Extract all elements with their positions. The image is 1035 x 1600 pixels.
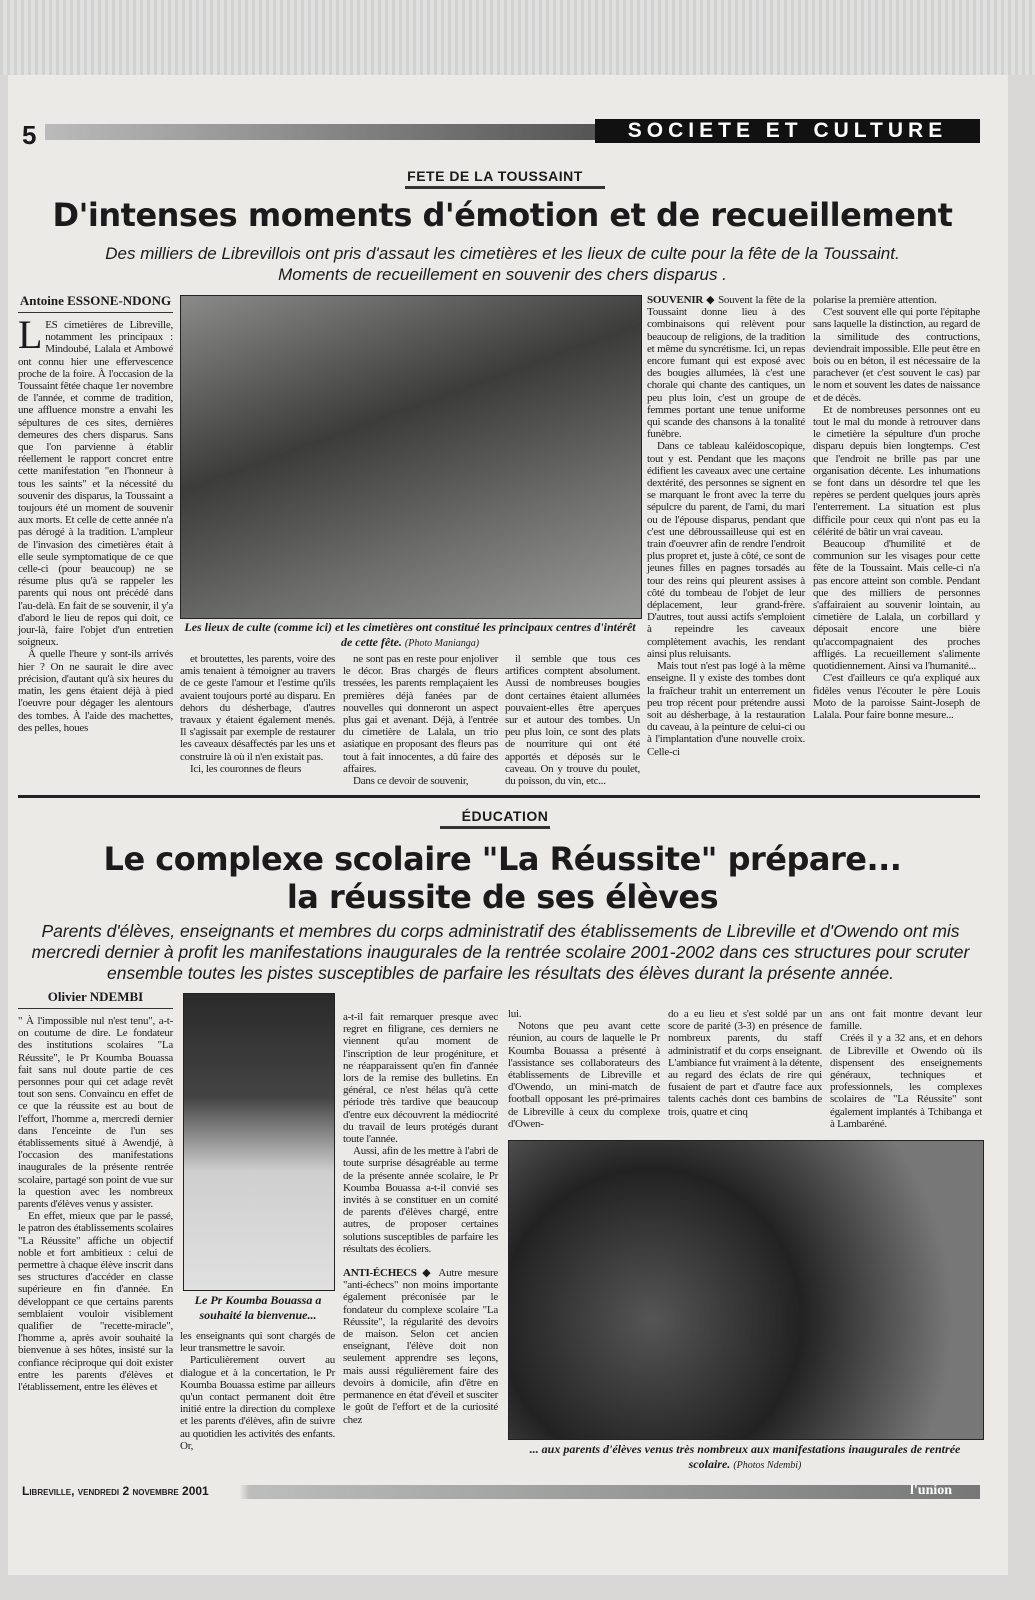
newspaper-logo: l'union	[910, 1483, 953, 1498]
paragraph: À quelle l'heure y sont-ils arrivés hier ? On ne saurait le dire avec précision, d'autant qu'à six heures du matin, les gens étaient déjà à pied l'oeuvre pour dégager les alentours des tombes. À l'aide des machettes, des pelles, houes	[18, 648, 173, 734]
article1-deck	[30, 243, 975, 285]
article2-headline: Le complexe scolaire "La Réussite" prépare... la réussite de ses élèves	[103, 840, 902, 916]
dateline: Libreville, vendredi 2 novembre 2001	[22, 1484, 209, 1498]
photo-credit: (Photo Manianga)	[404, 638, 480, 649]
paragraph: a-t-il fait remarquer presque avec regret en filigrane, ces derniers ne viennent qu'au moment de l'inscription de leur progéniture, et ne réapparaissent qu'en fin d'année lors de la remise des bulletins. En général, ce n'est hélas qu'à cette période très tardive que beaucoup d'entre eux découvrent la médiocrité du travail de leurs protégés durant toute l'année.	[343, 1011, 498, 1146]
article-divider	[18, 795, 980, 798]
paragraph: C'est souvent elle qui porte l'épitaphe sans laquelle la distinction, au regard de la similitude des contructions, deviendrait impossible. Elle peut être en bois ou en béton, il est nécessaire de la parachever (et c'est souvent le cas) par le nom et souvent les dates de naissance et de décès.	[813, 306, 980, 404]
paragraph: Notons que peu avant cette réunion, au cours de laquelle le Pr Koumba Bouassa a présenté à l'assistance ses collaborateurs des établissements de Libreville et d'Owendo, un mini-match de football opposant les pré-primaires de Libreville à ceux du complexe d'Owen-	[508, 1020, 660, 1130]
paragraph: Créés il y a 32 ans, et en dehors de Libreville et Owendo où ils dispensent des enseignements généraux, techniques et professionnels, les complexes scolaires de "La Réussite" sont également implantés à Tchibanga et à Lambaréné.	[830, 1032, 982, 1130]
paragraph: do a eu lieu et s'est soldé par un score de parité (3-3) en présence de nombreux parents, du staff administratif et du corps enseignant. L'ambiance fut vraiment à la détente, au regard des éclats de rire qui fusaient de part et d'autre face aux talents cachés dont ces bambins de trois, quatre et cinq	[668, 1008, 822, 1118]
paragraph: ne sont pas en reste pour enjoliver le décor. Bras chargés de fleurs tressées, les parents remplaçaient les premières déjà fanées par de nouvelles qui donneront un aspect plus gai et avenant. Déjà, à l'entrée du cimetière de Lalala, un trio asiatique en proposant des fleurs pas tout à fait innocentes, a dû faire des affaires.	[343, 653, 498, 775]
paragraph: " À l'impossible nul n'est tenu", a-t-on coutume de dire. Le fondateur des institutions scolaires "La Réussite", le Pr Koumba Bouassa fait sans nul doute partie de ces personnes pour qui cet adage revêt tout son sens. Convaincu en effet de ce que la réussite est au bout de l'effort, l'homme a, mercredi dernier dans l'enceinte de l'un ses établissements situé à Awendjé, à l'occasion des manifestations inaugurales de la présente rentrée scolaire, partagé son point de vue sur la question avec les nombreux parents d'élèves venus y assister.	[18, 1015, 173, 1211]
paragraph: Et de nombreuses personnes ont eu tout le mal du monde à retrouver dans le cimetière la sépulture d'un proche disparu depuis bien longtemps. C'est que l'endroit ne brille pas par une organisation décente. Les inhumations se font dans un désordre tel que les repères se perdent quelques jours après l'enterrement. La situation est plus difficile pour ceux qui n'ont pas eu la célérité de bâtir un vrai caveau.	[813, 403, 980, 538]
article2-photo2-caption: ... aux parents d'élèves venus très nombreux aux manifestations inaugurales de rentrée scolaire. (Photos Ndembi)	[529, 1442, 961, 1471]
article2-photo-koumba-bouassa	[183, 993, 335, 1291]
article2-column-4	[508, 1008, 660, 1130]
section-title: SOCIETE ET CULTURE	[595, 119, 980, 143]
article1-column-2	[180, 653, 335, 775]
paragraph: ans ont fait montre devant leur famille.	[830, 1008, 982, 1033]
paragraph: lui.	[508, 1008, 522, 1020]
paragraph: Beaucoup d'humilité et de communion sur les visages pour cette fête de la Toussaint. Mais celle-ci n'a pas encore atteint son comble. Pendant que des milliers de personnes s'affairaient au souvenir lointain, au cimetière de Lalala, un corbillard y déposait encore une bière qu'accompagnaient des proches affligés. La recueillement s'alimente quotidiennement. Ainsi va l'humanité...	[813, 538, 980, 673]
paragraph: les enseignants qui sont chargés de leur transmettre le savoir.	[180, 1330, 335, 1355]
deck-line: Des milliers de Librevillois ont pris d'assaut les cimetières et les lieux de culte pour la fête de la Toussaint.	[105, 244, 900, 263]
byline: Olivier NDEMBI	[18, 990, 173, 1009]
paragraph: SOUVENIR ◆ Souvent la fête de la Toussaint donne lieu à des combinaisons qui relèvent pour beaucoup de religions, de la tradition et même du syncrétisme. Ici, un repas encore fumant qui est exposé avec des bougies allumées, là c'est une chorale qui chante des cantiques, un peu plus loin, c'est un groupe de femmes portant une tenue uniforme qui scande des chansons à la tonalité funèbre.	[647, 294, 805, 441]
article1-column-5	[647, 294, 805, 758]
article1-photo-caption: Les lieux de culte (comme ici) et les cimetières ont constitué les principaux centres d'intérêt de cette fête. (Photo Manianga)	[184, 620, 636, 649]
article2-column-1	[18, 990, 173, 1393]
byline: Antoine ESSONE-NDONG	[18, 294, 173, 313]
article2-column-2	[180, 1330, 335, 1452]
article2-deck: Parents d'élèves, enseignants et membres du corps administratif des établissements de Libreville et d'Owendo ont mis mercredi dernier à profit les manifestations inaugurales de la rentrée scolaire 2001-2002 dans ces structures pour scruter ensemble toutes les pistes susceptibles de parfaire les résultats des élèves durant la présente année.	[31, 921, 970, 983]
kicker-underline	[440, 826, 550, 829]
article1-kicker: FETE DE LA TOUSSAINT	[407, 168, 583, 184]
drop-cap: L	[18, 312, 43, 357]
article2-column-5	[668, 1008, 822, 1118]
article2-photo1-caption: Le Pr Koumba Bouassa a souhaité la bienvenue...	[194, 1293, 322, 1322]
article2-kicker: ÉDUCATION	[461, 808, 549, 824]
scan-edge	[0, 0, 1035, 75]
article1-column-6	[813, 294, 980, 721]
paragraph: et broutettes, les parents, voire des amis tenaient à témoigner au travers de ce geste l'amour et l'estime qu'ils avaient toujours porté au disparu. En dehors du désherbage, d'autres travaux y étaient également menés. Il s'agissait par exemple de restaurer les caveaux désaffectés par les uns et construire là où il n'en existait pas.	[180, 653, 335, 763]
article2-photo-parents-audience	[508, 1140, 984, 1440]
paragraph: En effet, mieux que par le passé, le patron des établissements scolaires "La Réussite" affiche un objectif noble et fort ambitieux : celui de permettre à chaque élève inscrit dans ses structures d'accéder en classe supérieure en fin d'année. En développant ce que certains parents semblaient vouloir visiblement qualifier de "recette-miracle", l'homme a, après avoir souhaité la bienvenue à ses hôtes, insisté sur la confiance réciproque qui doit exister entre les parents d'élèves et l'établissement, entre les élèves et	[18, 1210, 173, 1394]
paragraph: Aussi, afin de les mettre à l'abri de toute surprise désagréable au terme de la présente année scolaire, le Pr Koumba Bouassa a-t-il convié ses invités à se constituer en un comité de parents d'élèves chargé, entre autres, de proposer certaines solutions susceptibles de parfaire les résultats des écoliers.	[343, 1145, 498, 1255]
paragraph: ANTI-ÉCHECS ◆ Autre mesure "anti-échecs" non moins importante également préconisée par le fondateur du complexe scolaire "La Réussite", la régularité des devoirs de maison. Selon cet ancien enseignant, l'élève doit non seulement apprendre ses leçons, mais aussi régulièrement faire des devoirs à domicile, afin d'être en permanence en état d'éveil et susciter le goût de l'effort et de la curiosité chez	[343, 1267, 498, 1426]
paragraph: Dans ce tableau kaléidoscopique, tout y est. Pendant que les maçons édifient les caveaux avec une certaine dextérité, des personnes se signent en se marquant le front avec la terre du sépulcre du parent, de l'ami, du mari ou de l'épouse disparus, pendant que c'est une débroussailleuse qui est en train d'oeuvrer afin de rendre l'endroit plus propret et, juste à côté, ce sont de jeunes filles en pagnes torsadés au tour des reins qui pleurent assises à côté du tombeau de l'objet de leur déplacement, leur grand-frère. D'autres, tout aussi actifs s'emploient à repeindre les caveaux complètement avachis, les rendant ainsi plus reluisants.	[647, 440, 805, 660]
article2-column-6	[830, 1008, 982, 1130]
page-number: 5	[22, 120, 37, 150]
subhead-anti-echecs: ANTI-ÉCHECS ◆	[343, 1267, 434, 1280]
paragraph: Dans ce devoir de souvenir,	[353, 775, 469, 788]
paragraph: il semble que tous ces artifices comptent absolument. Aussi de nombreuses bougies dont certaines étaient allumées pouvaient-elles être aperçues sur et autour des tombes. Un peu plus loin, ce sont des plats de nourriture qui ont été apportés et déposés sur le caveau. On y trouve du poulet, du poisson, du vin, etc...	[505, 653, 640, 788]
paragraph: Particulièrement ouvert au dialogue et à la concertation, le Pr Koumba Bouassa estime par ailleurs qu'un contact permanent doit être initié entre la direction du complexe et les parents d'élèves, afin de suivre au quotidien les activités des enfants. Or,	[180, 1354, 335, 1452]
article1-photo-churchgoers	[180, 295, 642, 619]
paragraph: Ici, les couronnes de fleurs	[190, 762, 302, 775]
paragraph: polarise la première attention.	[813, 294, 937, 306]
paragraph: Mais tout n'est pas logé à la même enseigne. Il y existe des tombes dont la fraîcheur trahit un enterrement un peu trop récent pour prétendre aussi soit au désherbage, à la restauration du caveau, à la peinture de celui-ci ou à l'implantation d'une nouvelle croix. Celle-ci	[647, 660, 805, 758]
deck-line: Moments de recueillement en souvenir des chers disparus .	[278, 265, 727, 284]
photo-credit: (Photos Ndembi)	[733, 1460, 802, 1471]
kicker-underline	[405, 186, 605, 189]
article1-column-1	[18, 294, 173, 734]
article1-column-4	[505, 653, 640, 787]
article2-column-3	[343, 1011, 498, 1426]
header-bar	[45, 124, 595, 140]
paragraph: C'est d'ailleurs ce qu'a expliqué aux fidèles venus l'écouter le père Louis Moto de la paroisse Saint-Joseph de Lalala. Pour faire bonne mesure...	[813, 672, 980, 721]
subhead-souvenir: SOUVENIR ◆	[647, 294, 715, 306]
article1-column-3	[343, 653, 498, 787]
article1-headline: D'intenses moments d'émotion et de recueillement	[52, 196, 953, 234]
paragraph: LES cimetières de Libreville, notamment les principaux : Mindoubé, Lalala et Ambowé ont connu hier une effervescence proche de la foire. À l'occasion de la Toussaint fêtée chaque 1er novembre de l'année, et comme de tradition, une affluence monstre a envahi les sépultures de ces sites, dernières demeures des chers disparus. Sans que l'on parvienne à établir réellement le rapport concret entre cette manifestation "en l'honneur à tous les saints" et la nécessité du souvenir des disparus, la Toussaint a toujours été un moment de souvenir aux morts. Et celle de cette année n'a pas dérogé à la tradition. L'ampleur de l'invasion des cimetières était à elle seule symptomatique de ce que celle-ci (pour beaucoup) ne se résume plus qu'à se rappeler les parents qui nous ont précédé dans l'au-delà. En fait de se souvenir, il y'a d'abord le lieu de repos qui doit, ce jour-là, faire l'objet d'un entretien soigneux.	[18, 312, 173, 649]
